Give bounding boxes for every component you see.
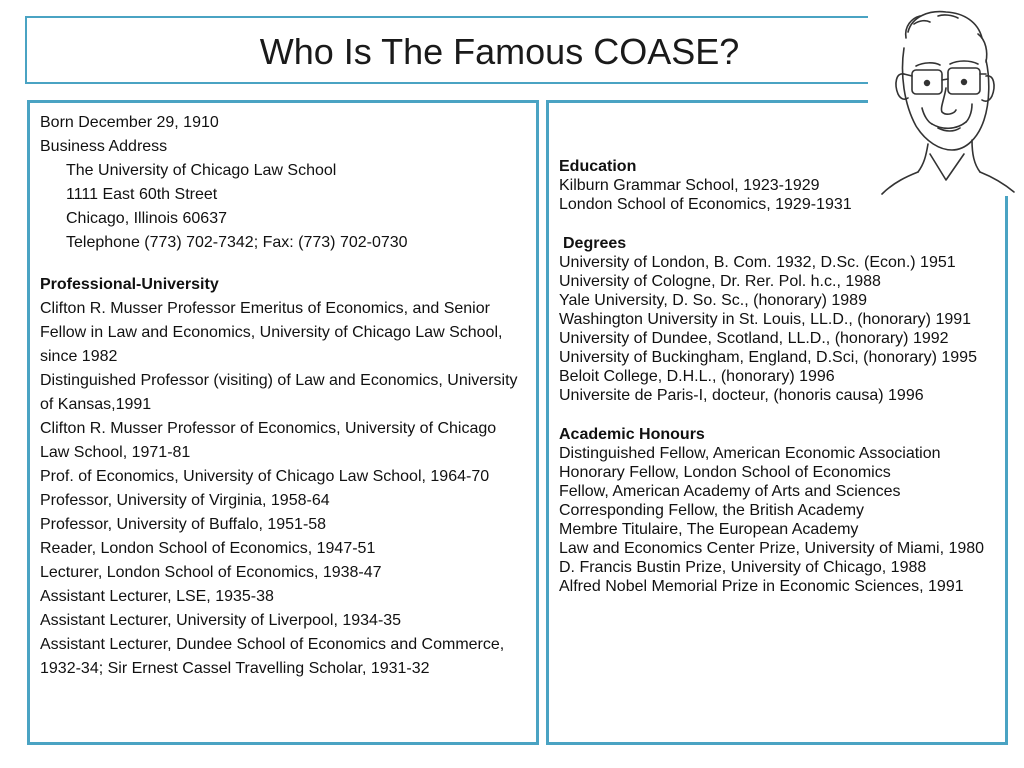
professional-item: Professor, University of Virginia, 1958-64 (40, 492, 330, 509)
honour-item: D. Francis Bustin Prize, University of Chicago, 1988 (559, 559, 927, 576)
portrait-sketch-icon (868, 4, 1016, 196)
professional-heading: Professional-University (40, 276, 219, 293)
education-heading: Education (559, 158, 637, 175)
degree-item: Universite de Paris-I, docteur, (honoris causa) 1996 (559, 387, 924, 404)
address-line: 1111 East 60th Street (66, 186, 218, 203)
honour-item: Law and Economics Center Prize, University of Miami, 1980 (559, 540, 985, 557)
professional-item: Assistant Lecturer, LSE, 1935-38 (40, 588, 274, 605)
professional-item: Assistant Lecturer, Dundee School of Economics and Commerce, 1932-34; Sir Ernest Cassel Travelling Scholar, 1931-32 (40, 636, 505, 677)
honour-item: Fellow, American Academy of Arts and Sciences (559, 483, 901, 500)
address-line: Telephone (773) 702-7342; Fax: (773) 702-0730 (66, 234, 408, 251)
biography-panel (27, 100, 539, 745)
professional-item: Assistant Lecturer, University of Liverpool, 1934-35 (40, 612, 402, 629)
honour-item: Distinguished Fellow, American Economic Association (559, 445, 941, 462)
professional-item: Clifton R. Musser Professor Emeritus of Economics, and Senior Fellow in Law and Economics, University of Chicago Law School, since 1982 (40, 300, 503, 365)
born-line: Born December 29, 1910 (40, 114, 219, 131)
degree-item: Washington University in St. Louis, LL.D., (honorary) 1991 (559, 311, 972, 328)
degree-item: University of Cologne, Dr. Rer. Pol. h.c., 1988 (559, 273, 881, 290)
title-box (25, 16, 994, 84)
degree-item: Beloit College, D.H.L., (honorary) 1996 (559, 368, 835, 385)
professional-item: Distinguished Professor (visiting) of Law and Economics, University of Kansas,1991 (40, 372, 518, 413)
education-item: London School of Economics, 1929-1931 (559, 196, 852, 213)
address-line: The University of Chicago Law School (66, 162, 337, 179)
professional-item: Clifton R. Musser Professor of Economics, University of Chicago Law School, 1971-81 (40, 420, 497, 461)
business-address-label: Business Address (40, 138, 168, 155)
honours-section (559, 425, 995, 596)
professional-item: Lecturer, London School of Economics, 1938-47 (40, 564, 382, 581)
degree-item: University of Dundee, Scotland, LL.D., (honorary) 1992 (559, 330, 949, 347)
education-item: Kilburn Grammar School, 1923-1929 (559, 177, 820, 194)
degrees-heading: Degrees (563, 235, 627, 252)
degree-item: University of London, B. Com. 1932, D.Sc. (Econ.) 1951 (559, 254, 956, 271)
slide-title: Who Is The Famous COASE? (259, 31, 740, 72)
credentials-panel (546, 100, 1008, 745)
address-line: Chicago, Illinois 60637 (66, 210, 227, 227)
honour-item: Membre Titulaire, The European Academy (559, 521, 859, 538)
honour-item: Alfred Nobel Memorial Prize in Economic Sciences, 1991 (559, 578, 964, 595)
professional-item: Professor, University of Buffalo, 1951-58 (40, 516, 327, 533)
honour-item: Corresponding Fellow, the British Academy (559, 502, 865, 519)
honours-heading: Academic Honours (559, 426, 705, 443)
degrees-section (559, 234, 995, 405)
professional-item: Prof. of Economics, University of Chicago Law School, 1964-70 (40, 468, 490, 485)
honour-item: Honorary Fellow, London School of Economics (559, 464, 891, 481)
degree-item: University of Buckingham, England, D.Sci, (honorary) 1995 (559, 349, 977, 366)
professional-item: Reader, London School of Economics, 1947-51 (40, 540, 376, 557)
degree-item: Yale University, D. So. Sc., (honorary) 1989 (559, 292, 867, 309)
